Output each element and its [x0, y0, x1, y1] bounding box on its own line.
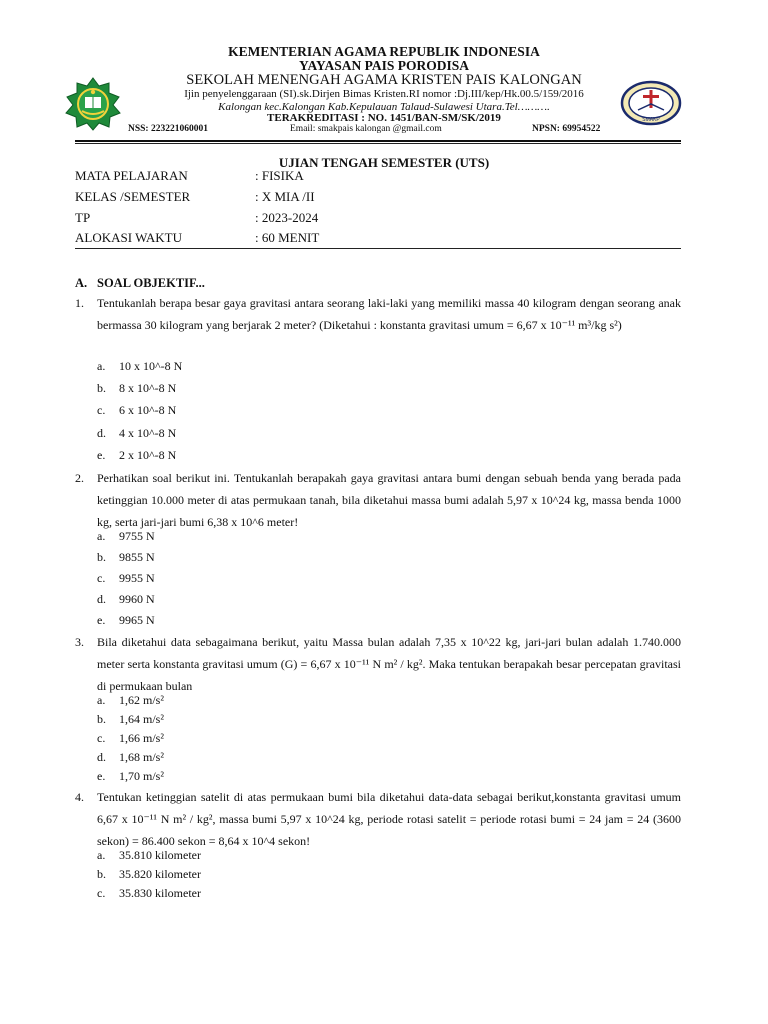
option-text: 9965 N — [119, 613, 155, 627]
option-letter: d. — [97, 426, 106, 440]
foundation-name: YAYASAN PAIS PORODISA — [298, 58, 470, 73]
option-text: 35.830 kilometer — [119, 886, 201, 900]
option-letter: e. — [97, 769, 106, 783]
option-letter: a. — [97, 529, 106, 543]
meta-key: ALOKASI WAKTU — [75, 230, 183, 245]
meta-value: : X MIA /II — [255, 189, 315, 204]
question-text: Bila diketahui data sebagaimana berikut, yaitu Massa bulan adalah 7,35 x 10^22 kg, jari-jari bulan adalah 1.740.000 meter serta konstanta gravitasi umum (G) = 6,67 x 10⁻¹¹ N m² / kg². Maka tentukan berapakah besar percepatan gravitasi di permukaan bulan — [97, 635, 681, 693]
npsn-number: NPSN: 69954522 — [532, 124, 601, 134]
school-name: SEKOLAH MENENGAH AGAMA KRISTEN PAIS KALONGAN — [186, 72, 582, 88]
meta-key: TP — [75, 210, 91, 225]
question-1 — [75, 292, 681, 336]
option-2c[interactable] — [97, 571, 155, 586]
option-text: 6 x 10^-8 N — [119, 403, 177, 417]
option-text: 35.820 kilometer — [119, 867, 201, 881]
question-number: 2. — [75, 471, 84, 485]
option-letter: d. — [97, 592, 106, 606]
option-text: 1,70 m/s² — [119, 769, 164, 783]
exam-title: UJIAN TENGAH SEMESTER (UTS) — [278, 155, 490, 170]
option-4a[interactable] — [97, 848, 201, 863]
option-text: 4 x 10^-8 N — [119, 426, 177, 440]
option-text: 35.810 kilometer — [119, 848, 201, 862]
option-text: 1,62 m/s² — [119, 693, 164, 707]
option-letter: a. — [97, 693, 106, 707]
option-text: 10 x 10^-8 N — [119, 359, 183, 373]
crest-text: SMAKP — [642, 117, 660, 123]
option-letter: c. — [97, 731, 106, 745]
option-text: 1,64 m/s² — [119, 712, 164, 726]
option-text: 2 x 10^-8 N — [119, 448, 177, 462]
option-1b[interactable] — [97, 381, 176, 396]
question-text: Tentukanlah berapa besar gaya gravitasi antara seorang laki-laki yang memiliki massa 40 kilogram dengan seorang anak bermassa 30 kilogram yang berjarak 2 meter? (Diketahui : konstanta gravitasi umum = 6,67 x 10⁻¹¹ m³/kg s²) — [97, 296, 681, 332]
option-letter: b. — [97, 867, 106, 881]
permit-line: Ijin penyelenggaraan (SI).sk.Dirjen Bimas Kristen.RI nomor :Dj.III/kep/Hk.00.5/159/2016 — [184, 88, 584, 100]
option-letter: c. — [97, 403, 106, 417]
option-4c[interactable] — [97, 886, 201, 901]
question-number: 3. — [75, 635, 84, 649]
ministry-name: KEMENTERIAN AGAMA REPUBLIK INDONESIA — [228, 44, 540, 59]
section-title: SOAL OBJEKTIF... — [97, 276, 205, 290]
option-letter: d. — [97, 750, 106, 764]
section-marker: A. — [75, 276, 88, 290]
option-letter: e. — [97, 613, 106, 627]
question-text: Perhatikan soal berikut ini. Tentukanlah berapakah gaya gravitasi antara bumi dengan sebuah benda yang berada pada ketinggian 10.000 meter di atas permukaan tanah, bila diketahui massa bumi adalah 5,97 x 10^24 kg, massa benda 1000 kg, serta jari-jari bumi 6,38 x 10^6 meter! — [97, 471, 681, 529]
question-number: 1. — [75, 296, 84, 310]
option-1c[interactable] — [97, 403, 176, 418]
meta-key: KELAS /SEMESTER — [75, 189, 191, 204]
option-text: 1,66 m/s² — [119, 731, 164, 745]
option-3c[interactable] — [97, 731, 164, 746]
option-1d[interactable] — [97, 426, 176, 441]
option-text: 9960 N — [119, 592, 155, 606]
meta-value: : 60 MENIT — [255, 230, 320, 245]
option-2b[interactable] — [97, 550, 155, 565]
meta-value: : FISIKA — [255, 168, 304, 183]
option-text: 9955 N — [119, 571, 155, 585]
letterhead — [0, 0, 768, 140]
option-3a[interactable] — [97, 693, 164, 708]
header-rule-thick — [75, 140, 681, 142]
option-letter: b. — [97, 712, 106, 726]
option-3e[interactable] — [97, 769, 164, 784]
accreditation-line: TERAKREDITASI : NO. 1451/BAN-SM/SK/2019 — [267, 112, 501, 124]
option-2e[interactable] — [97, 613, 155, 628]
question-4 — [75, 786, 681, 852]
option-letter: c. — [97, 571, 106, 585]
option-1e[interactable] — [97, 448, 176, 463]
school-email: Email: smakpais kalongan @gmail.com — [290, 124, 442, 134]
option-1a[interactable] — [97, 359, 182, 374]
section-heading — [75, 276, 205, 291]
option-text: 1,68 m/s² — [119, 750, 164, 764]
option-letter: a. — [97, 848, 106, 862]
option-text: 9755 N — [119, 529, 155, 543]
option-letter: c. — [97, 886, 106, 900]
question-text: Tentukan ketinggian satelit di atas permukaan bumi bila diketahui data-data sebagai berikut,konstanta gravitasi umum 6,67 x 10⁻¹¹ N m² / kg², massa bumi 5,97 x 10^24 kg, periode rotasi satelit = periode rotasi bumi = 24 jam = 24 (3600 sekon) = 86.400 sekon = 8,64 x 10^4 sekon! — [97, 790, 681, 848]
option-letter: b. — [97, 550, 106, 564]
option-2d[interactable] — [97, 592, 155, 607]
option-3b[interactable] — [97, 712, 164, 727]
meta-rule — [75, 248, 681, 249]
header-rule-thin — [75, 143, 681, 144]
meta-key: MATA PELAJARAN — [75, 168, 188, 183]
school-crest-icon — [620, 80, 682, 126]
nss-number: NSS: 223221060001 — [128, 124, 208, 134]
address-line: Kalongan kec.Kalongan Kab.Kepulauan Talaud-Sulawesi Utara.Tel………. — [218, 101, 550, 113]
option-4b[interactable] — [97, 867, 201, 882]
option-text: 9855 N — [119, 550, 155, 564]
option-letter: a. — [97, 359, 106, 373]
question-3 — [75, 631, 681, 697]
option-3d[interactable] — [97, 750, 164, 765]
meta-value: : 2023-2024 — [255, 210, 319, 225]
option-2a[interactable] — [97, 529, 155, 544]
option-text: 8 x 10^-8 N — [119, 381, 177, 395]
option-letter: e. — [97, 448, 106, 462]
question-number: 4. — [75, 790, 84, 804]
option-letter: b. — [97, 381, 106, 395]
question-2 — [75, 467, 681, 533]
